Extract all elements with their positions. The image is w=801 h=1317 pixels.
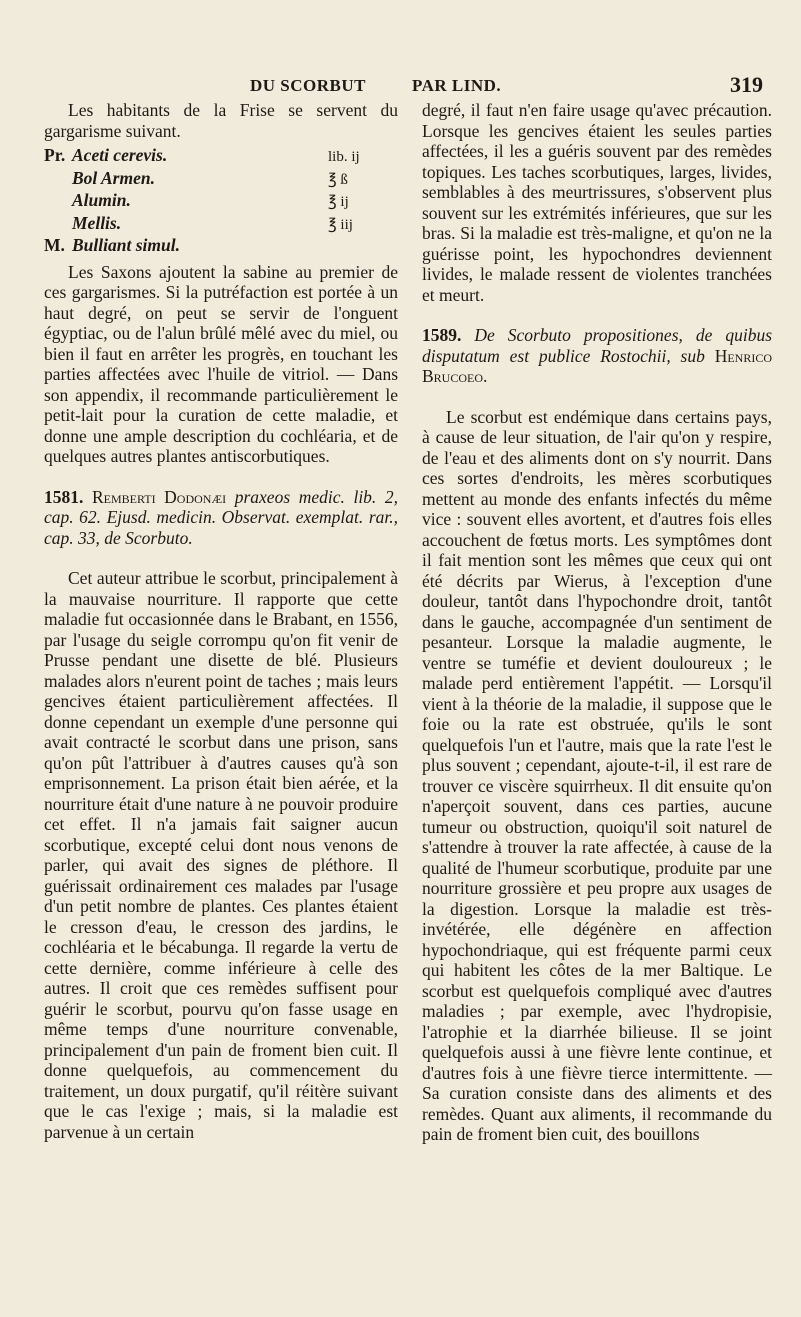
page-number: 319 [730,72,763,97]
right-column [422,100,772,1145]
recipe-line [44,145,398,168]
body-paragraph: Les Saxons ajoutent la sabine au premier de ces gargarismes. Si la putréfaction est portée à un haut degré, on peut se servir de l'onguent égyptiac, ou de l'alun brûlé mêlé avec du miel, ou bien il faut en arrêter les progrès, en touchant les parties affectées avec l'huile de vitriol. — Dans son appendix, il recommande particulièrement le petit-lait pour la curation de cette maladie, et donne une ample description du cochléaria, et de quelques autres plantes antiscorbutiques. [44,261,398,466]
body-paragraph: Cet auteur attribue le scorbut, principalement à la mauvaise nourriture. Il rapporte que cette maladie fut occasionnée dans le Brabant, en 1556, par l'usage du seigle corrompu qu'on fit venir de Prusse pendant une disette de blé. Plusieurs malades alors n'eurent point de taches ; mais leurs gencives étaient particulièrement affectées. Il donne cependant un exemple d'une personne qui avait contracté le scorbut dans une prison, sans qu'on pût l'attribuer à d'autres causes qu'à son emprisonnement. La prison était bien aérée, et la nourriture était d'une nature à ne pouvoir produire cet effet. Il n'a jamais fait saigner aucun scorbutique, excepté celui dont nous venons de parler, qui avait des signes de pléthore. Il guérissait ordinairement ces malades par l'usage d'un petit nombre de plantes. Ces plantes étaient le cresson d'eau, le cresson des jardins, le cochléaria et le bécabunga. Il regarde la vertu de cette dernière, comme inférieure à celle des autres. Il croit que ces remèdes suffisent pour guérir le scorbut, pourvu qu'on fasse usage en même temps d'une nourriture convenable, principalement d'un pain de froment bien cuit. Il donne quelquefois, au commencement du traitement, un doux purgatif, qu'il réitère suivant que le cas l'exige ; mais, si la maladie est parvenue à un certain [44,568,398,1142]
recipe-prefix: Pr. [44,145,66,165]
recipe-line [44,168,398,191]
recipe-dose: ℥ iij [328,216,353,233]
bibliographic-entry [44,487,398,549]
bibliographic-entry [422,325,772,387]
recipe-dose: lib. ij [328,149,360,165]
running-header [0,72,801,100]
header-left: DU SCORBUT [250,76,366,95]
entry-author: Remberti Dodonæi [91,486,227,507]
header-right: PAR LIND. [412,76,502,95]
entry-author: Henrico Brucoeo. [422,345,773,386]
entry-year: 1589. [422,325,462,345]
recipe-ingredient: Alumin. [72,190,131,210]
entry-title: De Scorbuto propositiones, de quibus disputatum est publice Rostochii, sub [422,325,773,366]
body-paragraph: Le scorbut est endémique dans certains pays, à cause de leur situation, de l'air qu'on y respire, de l'eau et des aliments dont on s'y nourrit. Dans ces sortes d'endroits, les mères scorbutiques mettent au monde des enfants infectés du même vice : souvent elles avortent, et d'autres fois elles accouchent de fœtus morts. Les symptômes dont il fait mention sont les mêmes que ceux qui ont été décrits par Wierus, à l'exception d'une douleur, tantôt dans l'hypochondre droit, tantôt dans le gauche, accompagnée d'un sentiment de pesanteur. Lorsque la maladie augmente, le ventre se tuméfie et devient douloureux ; le malade perd entièrement l'appétit. — Lorsqu'il vient à la théorie de la maladie, il suppose que le foie ou la rate est obstruée, qu'ils le sont quelquefois l'un et l'autre, mais que la rate l'est le plus souvent ; cependant, ajoute-t-il, il est rare de trouver ce viscère squirrheux. Il dit ensuite qu'on n'aperçoit souvent, dans ces parties, aucune tumeur ou obstruction, quoiqu'il soit naturel de s'attendre à trouver la rate affectée, à cause de la qualité de l'humeur scorbutique, produite par une nourriture grossière et peu propre aux usages de la digestion. Lorsque la maladie est très-invétérée, elle dégénère en affection hypochondriaque, qui est fréquente parmi ceux qui habitent les côtes de la mer Baltique. Le scorbut est quelquefois compliqué avec d'autres maladies ; par exemple, avec l'hydropisie, l'atrophie et la diarrhée bilieuse. Il se joint quelquefois aussi à une fièvre lente continue, et d'autres fois à une fièvre tierce intermittente. — Sa curation consiste dans des aliments et des remèdes. Quant aux aliments, il recommande du pain de froment bien cuit, des bouillons [422,406,772,1144]
recipe-ingredient: Aceti cerevis. [72,145,168,165]
recipe-dose: ℥ ij [328,194,349,210]
intro-paragraph: Les habitants de la Frise se servent du gargarisme suivant. [44,100,398,141]
recipe-line [44,190,398,213]
left-column [44,100,398,1142]
recipe-ingredient: Mellis. [72,212,122,233]
entry-title: praxeos medic. lib. 2, cap. 62. Ejusd. medicin. Observat. exemplat. rar., cap. 33, de Scorbuto. [44,486,399,548]
recipe-prefix: M. [44,235,65,255]
recipe-ingredient: Bulliant simul. [72,235,180,255]
gargle-recipe [44,145,398,256]
recipe-ingredient: Bol Armen. [72,167,155,188]
recipe-line [44,213,398,236]
recipe-dose: ℥ ß [328,171,348,188]
recipe-line [44,235,398,256]
entry-year: 1581. [44,486,84,507]
body-paragraph: degré, il faut n'en faire usage qu'avec précaution. Lorsque les gencives étaient les seules parties affectées, il les a guéris souvent par des remèdes topiques. Les taches scorbutiques, larges, livides, semblables à des meurtrissures, s'observent plus souvent sur les extrémités inférieures, que sur les bras. Si la maladie est très-maligne, et qu'on ne la guérisse point, les hypochondres deviennent livides, le malade ressent de violentes tranchées et meurt. [422,100,772,305]
